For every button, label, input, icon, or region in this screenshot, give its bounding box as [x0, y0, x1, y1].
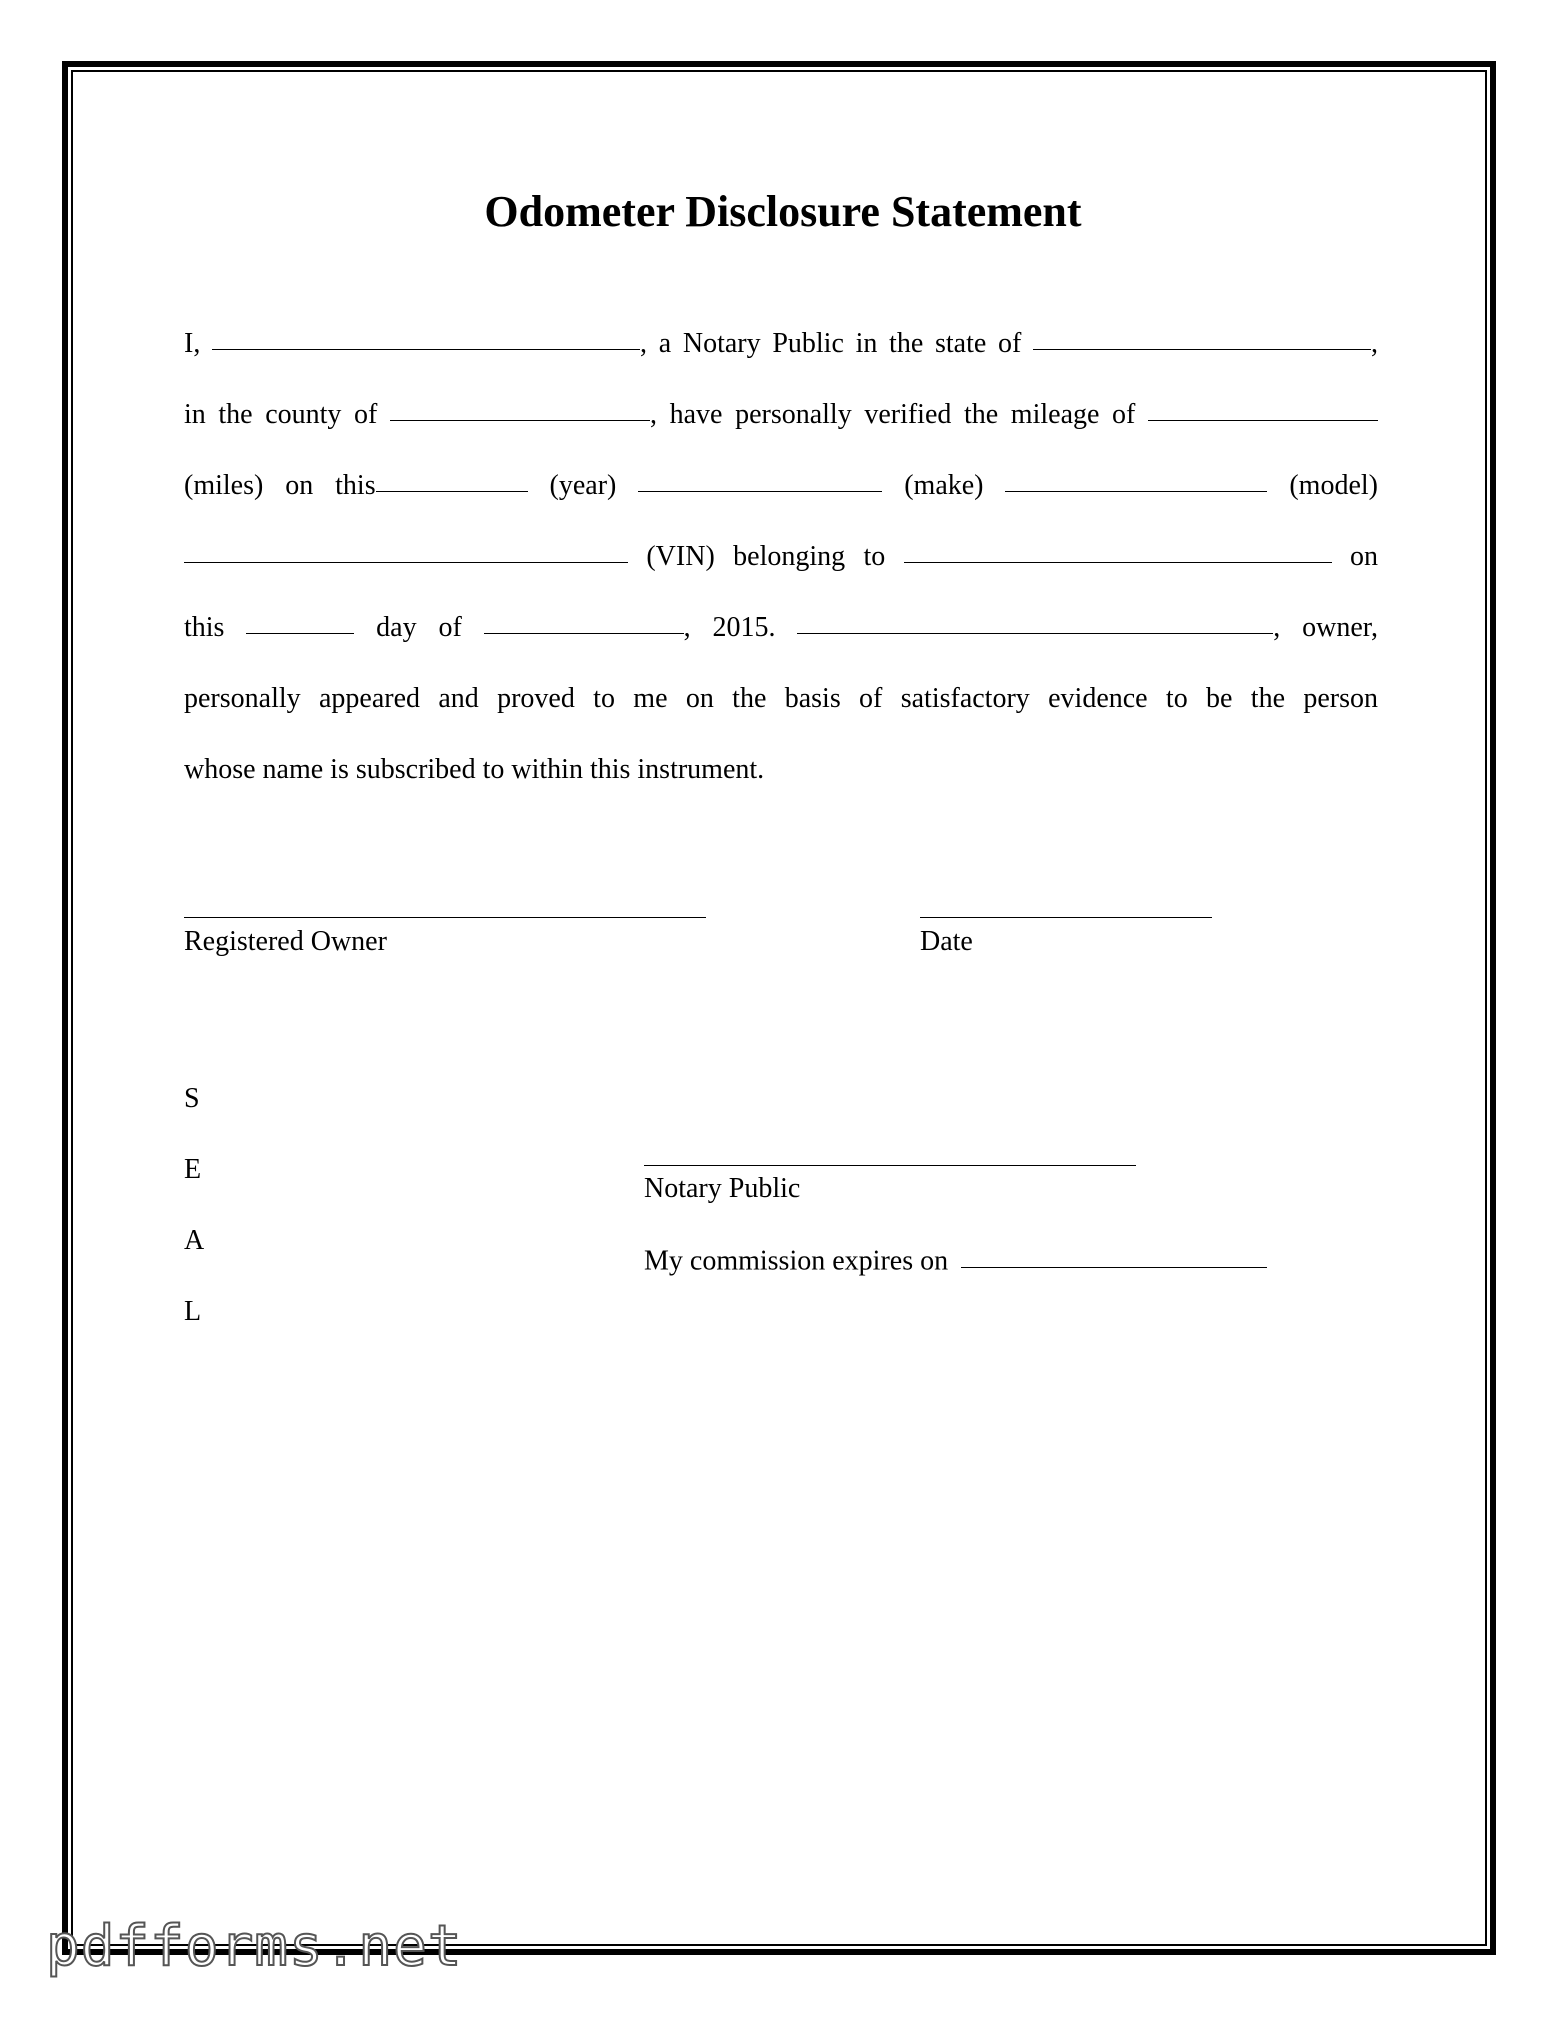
- seal-letter: L: [184, 1296, 202, 1327]
- owner-signature-line[interactable]: [184, 917, 706, 918]
- commission-expiry-field[interactable]: [961, 1240, 1267, 1268]
- notary-public-label: Notary Public: [644, 1173, 801, 1204]
- disclosure-paragraph: [184, 308, 1378, 805]
- document-title: Odometer Disclosure Statement: [484, 187, 1082, 236]
- day-field[interactable]: [246, 606, 354, 634]
- month-field[interactable]: [484, 606, 684, 634]
- owner-name-field[interactable]: [797, 606, 1273, 634]
- date-label: Date: [920, 926, 973, 957]
- watermark: pdfforms.net: [46, 1914, 463, 1979]
- seal-letter: E: [184, 1154, 202, 1185]
- commission-expiry-label: My commission expires on: [644, 1245, 949, 1277]
- seal-letter: S: [184, 1083, 200, 1114]
- make-field[interactable]: [638, 464, 882, 492]
- paragraph-line-7: whose name is subscribed to within this instrument.: [184, 754, 765, 785]
- owner-signature-label: Registered Owner: [184, 926, 387, 957]
- paragraph-line-3: (miles) on this (year) (make) (model): [184, 450, 1378, 521]
- notary-name-field[interactable]: [212, 322, 640, 350]
- model-field[interactable]: [1005, 464, 1267, 492]
- state-field[interactable]: [1033, 322, 1371, 350]
- paragraph-line-2: in the county of , have personally verified the mileage of: [184, 379, 1378, 450]
- commission-expiry-row: [644, 1242, 1267, 1279]
- year-field[interactable]: [376, 464, 528, 492]
- date-signature-line[interactable]: [920, 917, 1212, 918]
- county-field[interactable]: [390, 393, 650, 421]
- paragraph-line-4: (VIN) belonging to on: [184, 521, 1378, 592]
- vin-field[interactable]: [184, 535, 628, 563]
- notary-signature-line[interactable]: [644, 1165, 1136, 1166]
- seal-letter: A: [184, 1225, 205, 1256]
- paragraph-line-6: personally appeared and proved to me on the basis of satisfactory evidence to be the person: [184, 683, 1378, 714]
- mileage-field[interactable]: [1148, 393, 1378, 421]
- belonging-to-field[interactable]: [904, 535, 1332, 563]
- seal-area: [184, 1063, 204, 1347]
- paragraph-line-1: I, , a Notary Public in the state of ,: [184, 308, 1378, 379]
- paragraph-line-5: this day of , 2015. , owner,: [184, 592, 1378, 663]
